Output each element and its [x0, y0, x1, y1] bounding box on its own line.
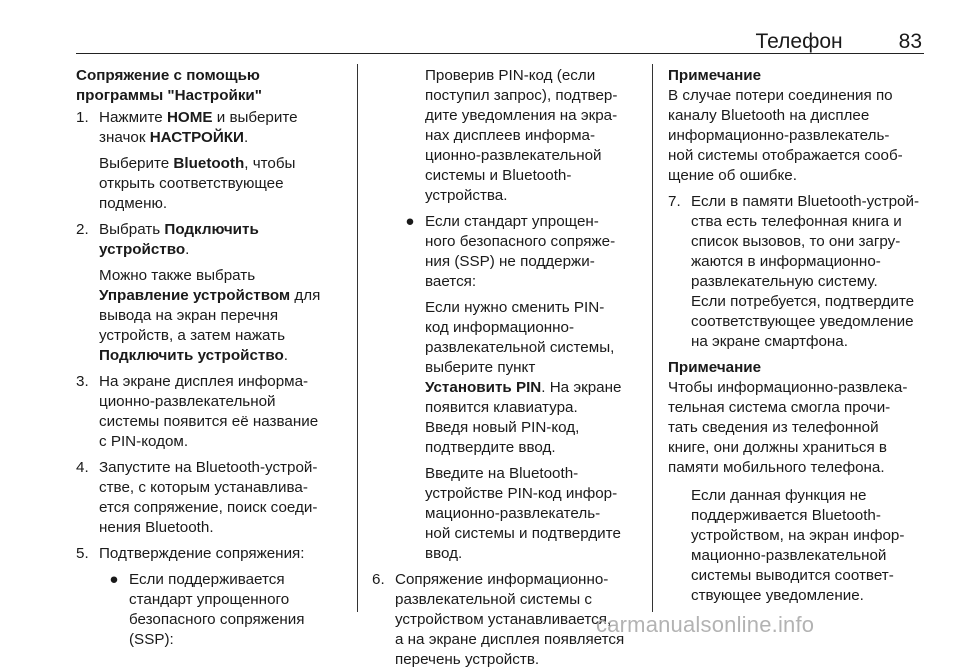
non-ssp-bullet: ● Если стандарт упрощен- ного безопасного сопряже- ния (SSP) не поддержи- вается:	[372, 212, 642, 292]
section-title: Телефон	[755, 30, 843, 53]
key-connect-device-2: Подключить устройство	[99, 347, 284, 364]
key-home: HOME	[166, 109, 213, 126]
note-1: Примечание В случае потери соединения по каналу Bluetooth на дисплее информационно-развлекатель- ной системы отображается сооб- щение об ошибке.	[668, 66, 930, 186]
key-set-pin: Установить PIN	[425, 379, 542, 396]
step-3: 3. На экране дисплея информа- ционно-развлекательной системы появится её название с PIN-кодом.	[76, 373, 319, 450]
key-connect-device: Подключить	[164, 221, 259, 238]
step-1: 1. Нажмите HOME и выберите значок НАСТРОЙКИ. Выберите Bluetooth, чтобы открыть соответствующее подменю.	[76, 108, 346, 214]
key-settings: НАСТРОЙКИ	[149, 129, 244, 146]
key-device-management: Управление устройством	[99, 287, 291, 304]
step-4: 4. Запустите на Bluetooth-устрой- стве, с которым устанавлива- ется сопряжение, поиск соеди- нения Bluetooth.	[76, 459, 318, 536]
step-6: 6. Сопряжение информационно- развлекательной системы с устройством устанавливается, а на экране дисплея появляется перечень устройств.	[372, 571, 625, 668]
step-5-bullet: ● Если поддерживается стандарт упрощенного безопасного сопряжения (SSP):	[99, 570, 346, 650]
step-1-paragraph-2: Выберите Bluetooth, чтобы открыть соответствующее подменю.	[99, 155, 296, 212]
step-2-paragraph-2: Можно также выбрать Управление устройством для вывода на экран перечня устройств, а затем нажать Подключить устройство.	[99, 267, 321, 364]
bullet-icon: ●	[109, 571, 119, 588]
section-heading: Сопряжение с помощью программы "Настройки"	[76, 67, 262, 104]
note-title: Примечание	[668, 359, 762, 376]
column-1	[76, 66, 346, 650]
column-divider-1	[357, 64, 358, 612]
unsupported-paragraph: Если данная функция не поддерживается Bluetooth- устройством, на экран инфор- мационно-развлекательной системы выводится соответ- ствующее уведомление.	[691, 487, 905, 604]
bullet-icon: ●	[405, 213, 415, 230]
ssp-paragraph: Проверив PIN-код (если поступил запрос), подтвер- дите уведомления на экра- нах дисплеев информа- ционно-развлекательной системы и Bluetooth- устройства.	[425, 67, 618, 204]
note-title: Примечание	[668, 67, 762, 84]
change-pin-paragraph: Если нужно сменить PIN- код информационно- развлекательной системы, выберите пункт Установить PIN. На экране появится клавиатура. Введя новый PIN-код, подтвердите ввод.	[425, 299, 622, 456]
watermark: carmanualsonline.info	[596, 612, 815, 637]
step-7: 7. Если в памяти Bluetooth-устрой- ства есть телефонная книга и список вызовов, то они загру- жаются в информационно- развлекательную систему. Если потребуется, подтвердите соответствующее уведомление на экране смартфона.	[668, 193, 920, 350]
column-3	[668, 66, 930, 606]
header-rule	[76, 53, 924, 54]
step-5: 5. Подтверждение сопряжения: ● Если поддерживается стандарт упрощенного безопасного сопряжения (SSP):	[76, 544, 346, 650]
step-2: 2. Выбрать Подключить устройство. Можно также выбрать Управление устройством для вывода на экран перечня устройств, а затем нажать Подключить устройство.	[76, 220, 346, 366]
key-bluetooth: Bluetooth	[173, 155, 245, 172]
note-2: Примечание Чтобы информационно-развлека- тельная система смогла прочи- тать сведения из телефонной книге, они должны храниться в памяти мобильного телефона.	[668, 358, 930, 478]
enter-pin-paragraph: Введите на Bluetooth- устройстве PIN-код инфор- мационно-развлекатель- ной системы и подтвердите ввод.	[425, 465, 621, 562]
page-number: 83	[898, 30, 922, 53]
column-divider-2	[652, 64, 653, 612]
page-header	[756, 30, 922, 54]
column-2	[372, 66, 642, 670]
